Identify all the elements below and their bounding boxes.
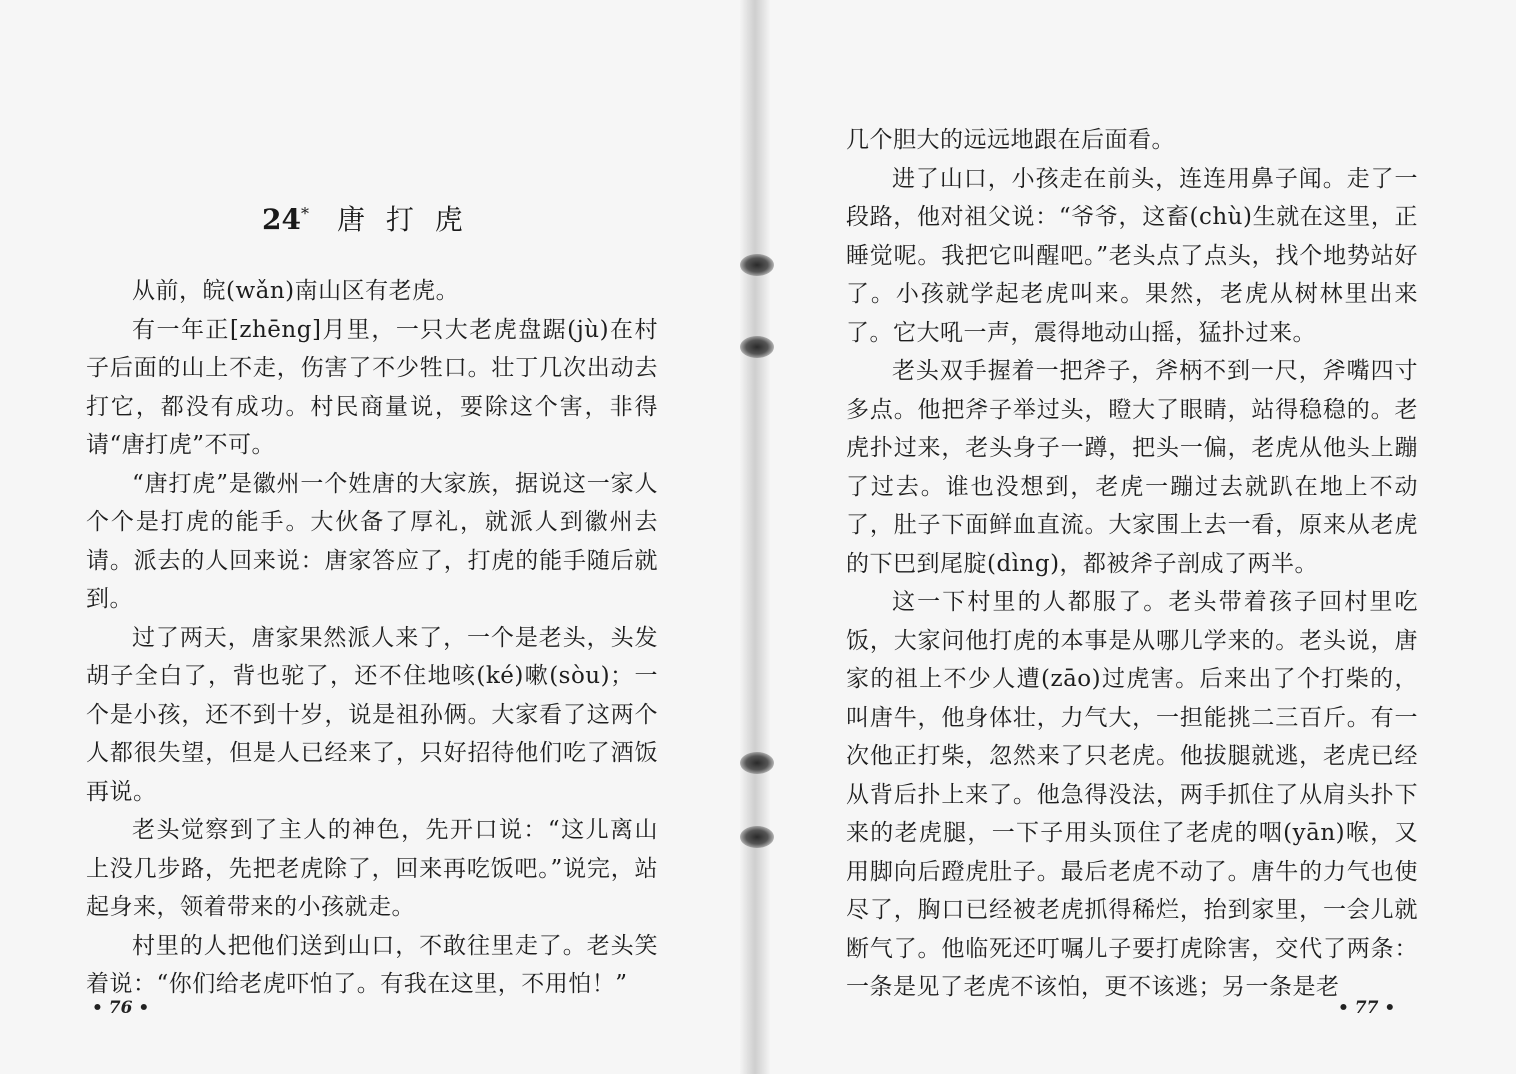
chapter-number: 24 xyxy=(262,203,301,236)
paragraph: 老头双手握着一把斧子，斧柄不到一尺，斧嘴四寸多点。他把斧子举过头，瞪大了眼睛，站得稳稳的。老虎扑过来，老头身子一蹲，把头一偏，老虎从他头上蹦了过去。谁也没想到，老虎一蹦过去就趴在地上不动了，肚子下面鲜血直流。大家围上去一看，原来从老虎的下巴到尾腚(dìng)，都被斧子剖成了两半。 xyxy=(846,358,1418,577)
binding-hole-icon xyxy=(740,752,774,774)
binding-hole-icon xyxy=(740,336,774,358)
paragraph-continued: 几个胆大的远远地跟在后面看。 xyxy=(846,127,1175,153)
right-page-body xyxy=(846,121,1418,1007)
paragraph: “唐打虎”是徽州一个姓唐的大家族，据说这一家人个个是打虎的能手。大伙备了厚礼，就派人到徽州去请。派去的人回来说：唐家答应了，打虎的能手随后就到。 xyxy=(86,470,658,612)
binding-hole-icon xyxy=(740,826,774,848)
binding-hole-icon xyxy=(740,254,774,276)
paragraph: 有一年正[zhēng]月里，一只大老虎盘踞(jù)在村子后面的山上不走，伤害了不少牲口。壮丁几次出动去打它，都没有成功。村民商量说，要除这个害，非得请“唐打虎”不可。 xyxy=(86,316,658,458)
paragraph: 从前，皖(wǎn)南山区有老虎。 xyxy=(132,278,460,304)
paragraph: 这一下村里的人都服了。老头带着孩子回村里吃饭，大家问他打虎的本事是从哪儿学来的。老头说，唐家的祖上不少人遭(zāo)过虎害。后来出了个打柴的，叫唐牛，他身体壮，力气大，一担能挑二三百斤。有一次他正打柴，忽然来了只老虎。他拔腿就逃，老虎已经从背后扑上来了。他急得没法，两手抓住了从肩头扑下来的老虎腿，一下子用头顶住了老虎的咽(yān)喉，又用脚向后蹬虎肚子。最后老虎不动了。唐牛的力气也使尽了，胸口已经被老虎抓得稀烂，抬到家里，一会儿就断气了。他临死还叮嘱儿子要打虎除害，交代了两条：一条是见了老虎不该怕，更不该逃；另一条是老 xyxy=(846,589,1418,1000)
paragraph: 老头觉察到了主人的神色，先开口说：“这儿离山上没几步路，先把老虎除了，回来再吃饭吧。”说完，站起身来，领着带来的小孩就走。 xyxy=(86,817,658,920)
left-page-body xyxy=(86,272,658,1004)
paragraph: 过了两天，唐家果然派人来了，一个是老头，头发胡子全白了，背也驼了，还不住地咳(ké)嗽(sòu)；一个是小孩，还不到十岁，说是祖孙俩。大家看了这两个人都很失望，但是人已经来了，只好招待他们吃了酒饭再说。 xyxy=(86,624,658,805)
paragraph: 村里的人把他们送到山口，不敢往里走了。老头笑着说：“你们给老虎吓怕了。有我在这里，不用怕！” xyxy=(86,932,658,997)
book-gutter xyxy=(740,0,770,1074)
chapter-star: * xyxy=(300,203,315,223)
page-number-left: • 76 • xyxy=(92,998,150,1018)
paragraph: 进了山口，小孩走在前头，连连用鼻子闻。走了一段路，他对祖父说：“爷爷，这畜(chù)生就在这里，正睡觉呢。我把它叫醒吧。”老头点了点头，找个地势站好了。小孩就学起老虎叫来。果然，老虎从树林里出来了。它大吼一声，震得地动山摇，猛扑过来。 xyxy=(846,165,1418,346)
chapter-title-text: 唐 打 虎 xyxy=(336,203,469,236)
chapter-title xyxy=(262,198,582,238)
page-number-right: • 77 • xyxy=(1338,998,1396,1018)
